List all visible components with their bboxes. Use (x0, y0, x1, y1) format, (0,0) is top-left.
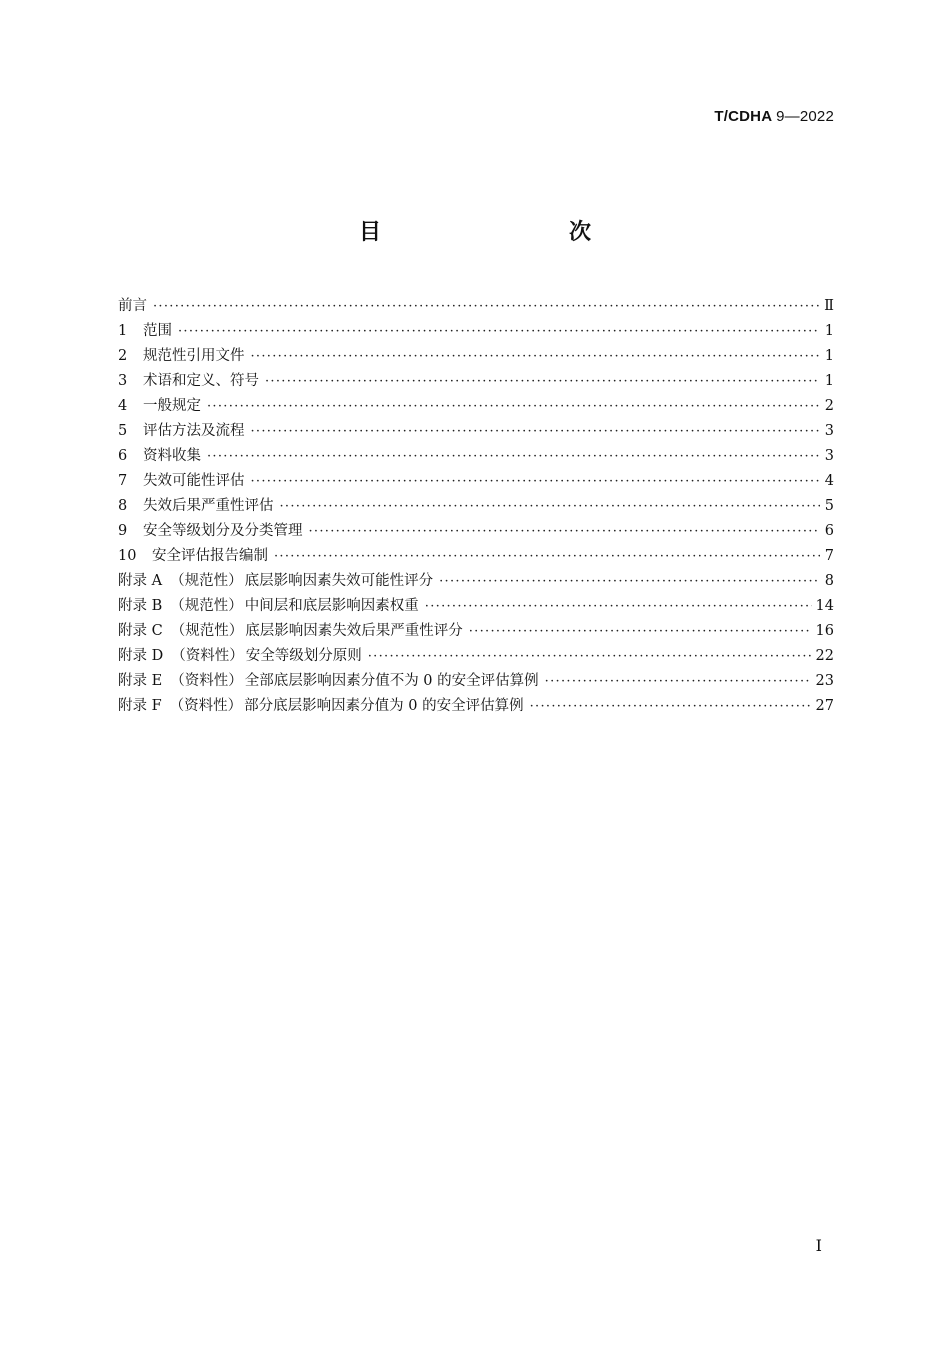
toc-leader-dots (251, 419, 821, 444)
toc-section-number: 4 (118, 398, 128, 414)
toc-appendix-id: 附录 E (118, 673, 163, 689)
org-code: T/CDHA (714, 108, 772, 125)
toc-page-number: 2 (824, 398, 834, 414)
toc-entry-label: 全部底层影响因素分值不为 0 的安全评估算例 (244, 673, 539, 689)
toc-entry-label: 安全等级划分及分类管理 (143, 523, 303, 539)
toc-page-number: 3 (824, 423, 834, 439)
toc-entry-8[interactable] (118, 494, 834, 519)
toc-leader-dots (178, 319, 820, 344)
toc-page-number: 23 (815, 673, 834, 689)
toc-entry-appendix-a[interactable] (118, 569, 834, 594)
toc-entry-9[interactable] (118, 519, 834, 544)
toc-entry-appendix-f[interactable] (118, 694, 834, 719)
toc-appendix-kind: （资料性） (170, 673, 243, 689)
toc-entry-label: 规范性引用文件 (143, 348, 245, 364)
toc-entry-appendix-d[interactable] (118, 644, 834, 669)
toc-section-number: 6 (118, 448, 128, 464)
toc-page-number: 1 (824, 323, 834, 339)
toc-entry-4[interactable] (118, 394, 834, 419)
toc-entry-label: 底层影响因素失效后果严重性评分 (245, 623, 463, 639)
toc-section-number: 9 (118, 523, 128, 539)
toc-appendix-kind: （规范性） (170, 573, 243, 589)
toc-entry-label: 失效可能性评估 (143, 473, 245, 489)
toc-page-number: 3 (824, 448, 834, 464)
toc-leader-dots (207, 394, 820, 419)
toc-leader-dots (545, 669, 812, 694)
toc-entry-appendix-e[interactable] (118, 669, 834, 694)
toc-entry-foreword[interactable] (118, 294, 834, 319)
toc-entry-label: 底层影响因素失效可能性评分 (244, 573, 434, 589)
toc-section-number: 7 (118, 473, 128, 489)
toc-page-number: 27 (815, 698, 834, 714)
toc-entry-label: 术语和定义、符号 (143, 373, 259, 389)
page-folio: I (815, 1236, 822, 1255)
toc-leader-dots (368, 644, 812, 669)
toc-page-number: 14 (815, 598, 834, 614)
toc-appendix-kind: （资料性） (171, 648, 244, 664)
standard-number: 9—2022 (776, 108, 834, 125)
toc-entry-label: 部分底层影响因素分值为 0 的安全评估算例 (244, 698, 524, 714)
toc-entry-3[interactable] (118, 369, 834, 394)
toc-appendix-id: 附录 A (118, 573, 163, 589)
toc-entry-5[interactable] (118, 419, 834, 444)
document-code (714, 108, 834, 125)
toc-page-number: 7 (824, 548, 834, 564)
toc-section-number: 8 (118, 498, 128, 514)
toc-entry-6[interactable] (118, 444, 834, 469)
toc-entry-label: 资料收集 (143, 448, 201, 464)
toc-section-number: 3 (118, 373, 128, 389)
toc-leader-dots (251, 469, 821, 494)
toc-leader-dots (530, 694, 812, 719)
toc-page-number: 16 (815, 623, 834, 639)
toc-entry-10[interactable] (118, 544, 834, 569)
toc-section-number: 1 (118, 323, 128, 339)
toc-entry-label: 前言 (118, 298, 147, 314)
table-of-contents (118, 294, 834, 719)
toc-page-number: 22 (815, 648, 834, 664)
toc-leader-dots (251, 344, 821, 369)
toc-leader-dots (439, 569, 820, 594)
toc-appendix-id: 附录 B (118, 598, 163, 614)
toc-entry-label: 中间层和底层影响因素权重 (244, 598, 419, 614)
toc-title: 目 次 (358, 220, 639, 245)
toc-page-number: 5 (824, 498, 834, 514)
toc-entry-label: 一般规定 (143, 398, 201, 414)
toc-entry-7[interactable] (118, 469, 834, 494)
toc-entry-appendix-b[interactable] (118, 594, 834, 619)
toc-page-number: 8 (824, 573, 834, 589)
toc-appendix-kind: （规范性） (170, 623, 244, 639)
toc-page-number: 4 (824, 473, 834, 489)
toc-entry-label: 范围 (143, 323, 172, 339)
toc-page-number: 6 (824, 523, 834, 539)
toc-entry-label: 评估方法及流程 (143, 423, 245, 439)
toc-entry-2[interactable] (118, 344, 834, 369)
toc-section-number: 5 (118, 423, 128, 439)
toc-appendix-kind: （资料性） (169, 698, 243, 714)
toc-page-number: Ⅱ (824, 298, 834, 314)
toc-entry-label: 失效后果严重性评估 (143, 498, 274, 514)
toc-appendix-id: 附录 D (118, 648, 164, 664)
toc-leader-dots (425, 594, 812, 619)
toc-leader-dots (280, 494, 821, 519)
toc-appendix-kind: （规范性） (170, 598, 243, 614)
toc-appendix-id: 附录 C (118, 623, 163, 639)
toc-leader-dots (309, 519, 821, 544)
toc-appendix-id: 附录 F (118, 698, 162, 714)
toc-entry-label: 安全评估报告编制 (152, 548, 268, 564)
toc-page-number: 1 (824, 373, 834, 389)
toc-page-number: 1 (824, 348, 834, 364)
toc-section-number: 2 (118, 348, 128, 364)
toc-leader-dots (265, 369, 820, 394)
toc-leader-dots (274, 544, 820, 569)
toc-section-number: 10 (118, 548, 137, 564)
toc-leader-dots (207, 444, 820, 469)
toc-entry-label: 安全等级划分原则 (245, 648, 362, 664)
toc-entry-1[interactable] (118, 319, 834, 344)
toc-leader-dots (153, 294, 820, 319)
toc-entry-appendix-c[interactable] (118, 619, 834, 644)
toc-leader-dots (469, 619, 812, 644)
